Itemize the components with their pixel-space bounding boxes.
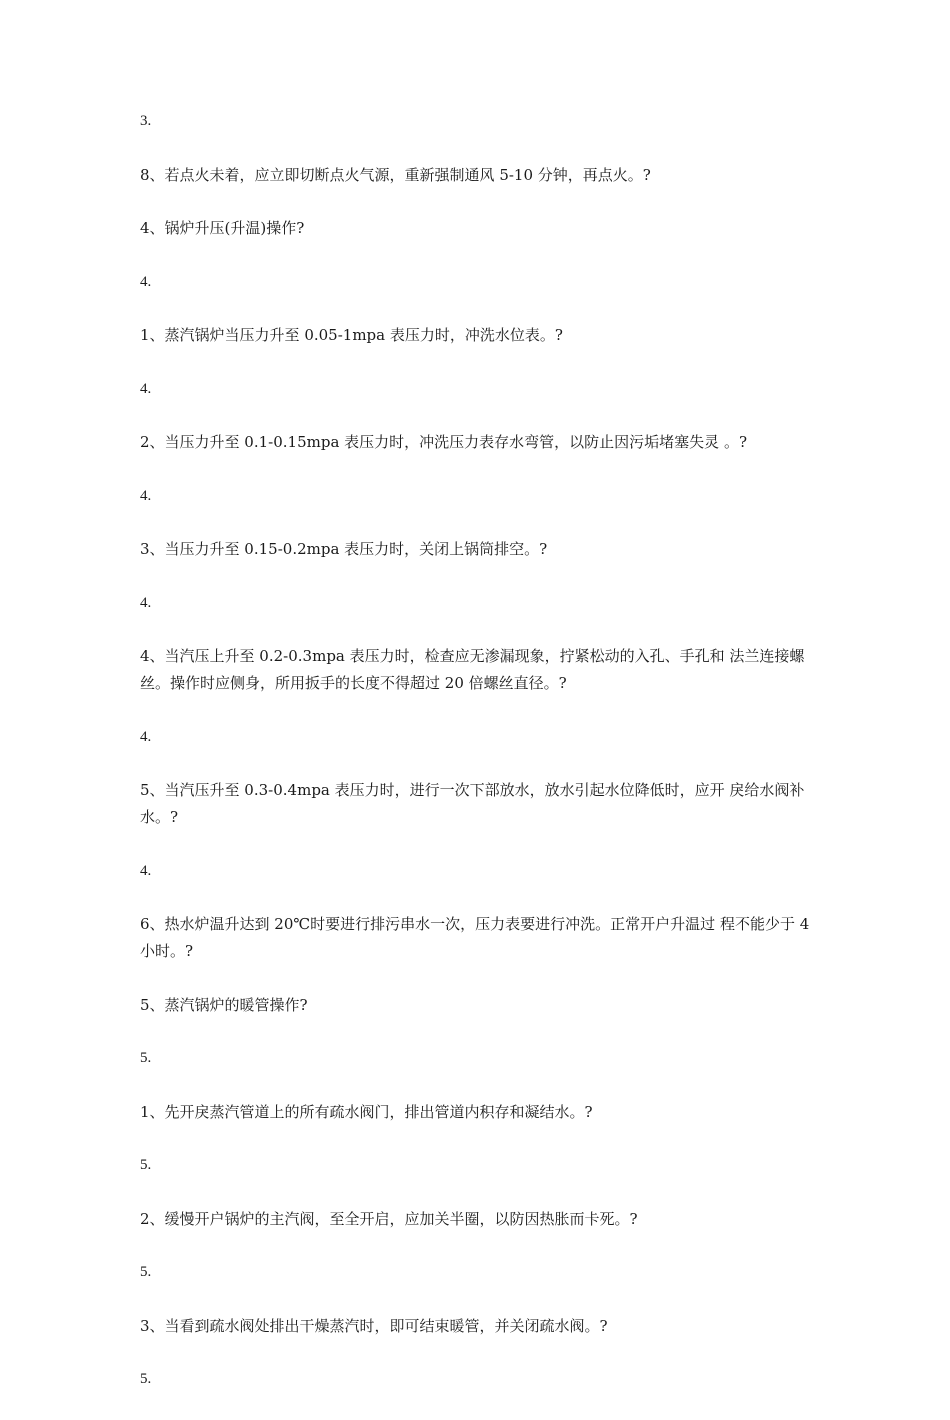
paragraph: 6、热水炉温升达到 20℃时要进行排污串水一次，压力表要进行冲洗。正常开户升温过 程不能少于 4 小时。? <box>140 915 810 960</box>
paragraph: 4、当汽压上升至 0.2-0.3mpa 表压力时，检查应无渗漏现象，拧紧松动的入孔、手孔和 法兰连接螺丝。操作时应侧身，所用扳手的长度不得超过 20 倍螺丝直径。? <box>140 647 805 692</box>
section-number: 4. <box>140 862 152 879</box>
paragraph: 1、先开戾蒸汽管道上的所有疏水阀门，排出管道内积存和凝结水。? <box>140 1102 593 1121</box>
paragraph: 1、蒸汽锅炉当压力升至 0.05-1mpa 表压力时，冲洗水位表。? <box>140 326 563 344</box>
document-body <box>140 108 810 1420</box>
section-number: 5. <box>140 1157 152 1173</box>
paragraph: 5、当汽压升至 0.3-0.4mpa 表压力时，进行一次下部放水，放水引起水位降低时，应开 戾给水阀补水。? <box>140 781 805 826</box>
section-number: 4. <box>140 487 152 504</box>
section-number: 4. <box>140 728 152 745</box>
section-number: 3. <box>140 113 152 129</box>
paragraph: 2、当压力升至 0.1-0.15mpa 表压力时，冲洗压力表存水弯管，以防止因污垢堵塞失灵 。? <box>140 433 747 451</box>
section-heading: 5、蒸汽锅炉的暖管操作? <box>140 995 308 1014</box>
section-number: 4. <box>140 380 152 397</box>
section-number: 4. <box>140 273 152 290</box>
paragraph: 2、缓慢开户锅炉的主汽阀，至全开启，应加关半圈，以防因热胀而卡死。? <box>140 1209 638 1228</box>
paragraph: 8、若点火未着，应立即切断点火气源，重新强制通风 5-10 分钟，再点火。? <box>140 165 651 184</box>
section-number: 5. <box>140 1050 152 1066</box>
paragraph: 3、当压力升至 0.15-0.2mpa 表压力时，关闭上锅筒排空。? <box>140 540 548 558</box>
section-number: 5. <box>140 1371 152 1387</box>
section-heading: 4、锅炉升压(升温)操作? <box>140 219 305 237</box>
section-number: 4. <box>140 594 152 611</box>
section-number: 5. <box>140 1264 152 1280</box>
paragraph: 3、当看到疏水阀处排出干燥蒸汽时，即可结束暖管，并关闭疏水阀。? <box>140 1316 608 1335</box>
